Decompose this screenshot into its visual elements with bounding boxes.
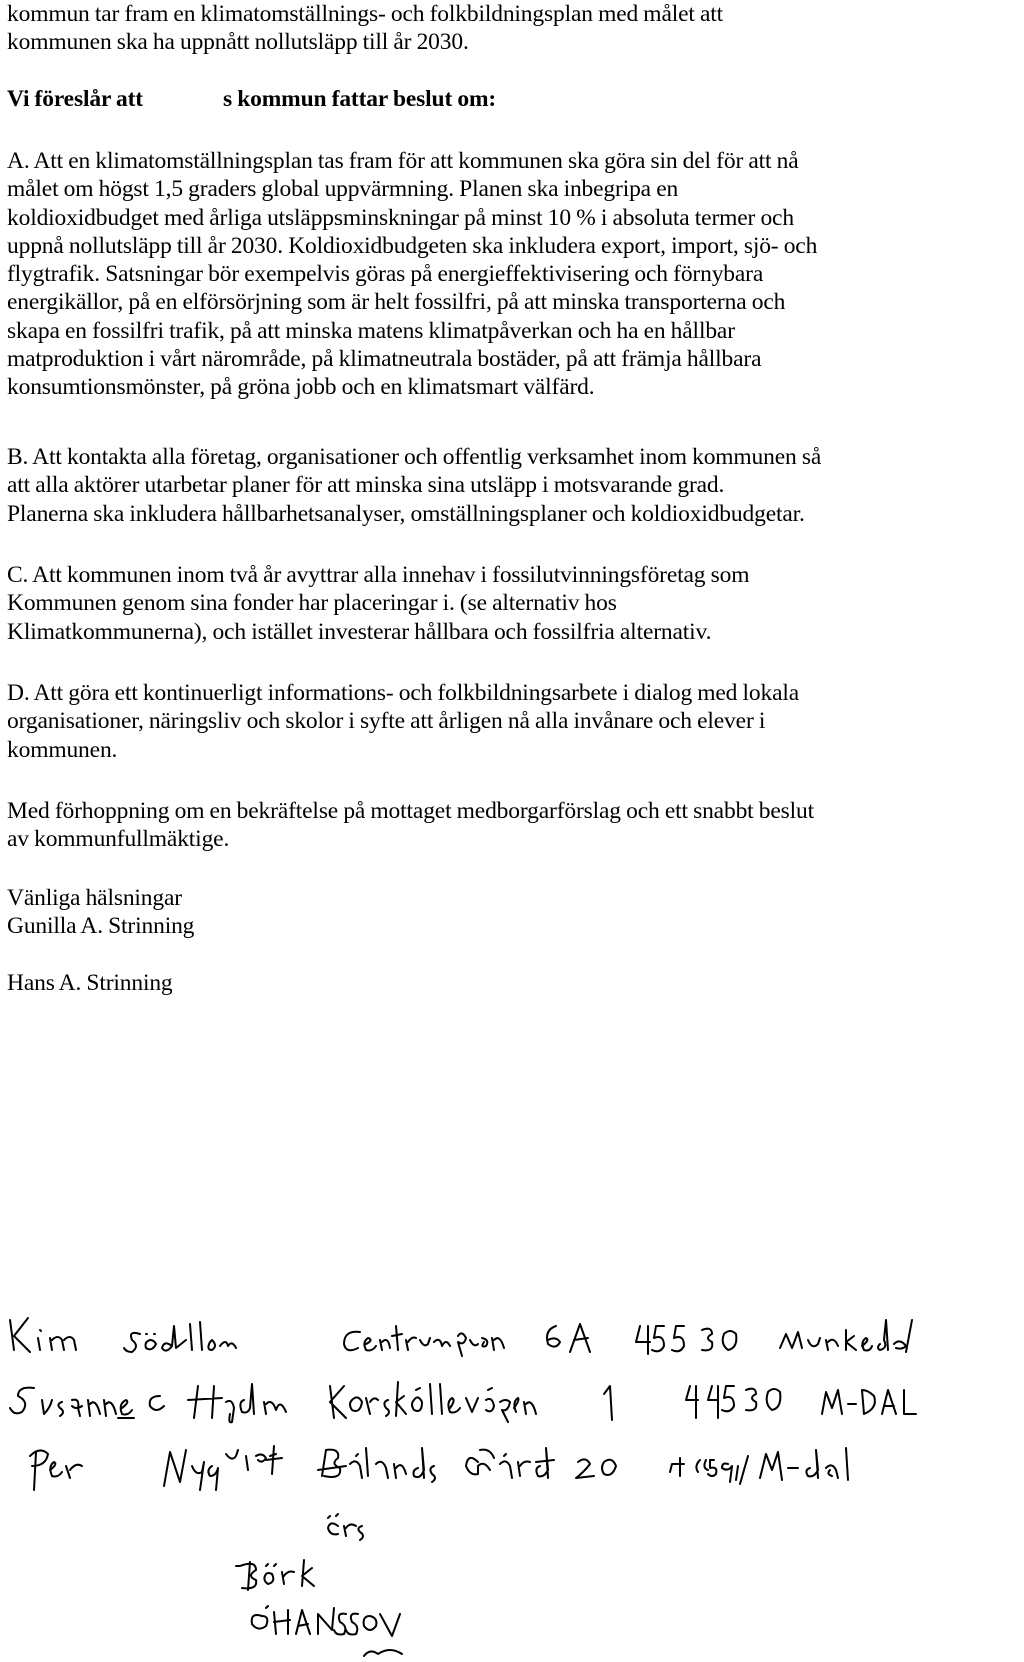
proposal-heading-before: Vi föreslår att xyxy=(7,86,143,112)
point-line: kommunen. xyxy=(7,736,118,763)
handwriting-image xyxy=(0,1290,1024,1662)
point-line: koldioxidbudget med årliga utsläppsminskningar på minst 10 % i absoluta termer och xyxy=(7,204,794,231)
point-a-paragraph xyxy=(7,147,1007,402)
intro-line: kommun tar fram en klimatomställnings- och folkbildningsplan med målet att xyxy=(7,1,724,27)
proposal-heading-after: s kommun fattar beslut om: xyxy=(222,86,497,112)
point-d-paragraph xyxy=(7,679,1007,764)
signoff-block xyxy=(7,884,1007,941)
signature-line-5 xyxy=(252,1606,402,1656)
point-line: Kommunen genom sina fonder har placeringar i. (se alternativ hos xyxy=(7,590,617,617)
point-line: energikällor, på en elförsörjning som är helt fossilfri, på att minska transporterna och xyxy=(7,289,786,316)
point-b-paragraph xyxy=(7,443,1007,528)
point-line: uppnå nollutsläpp till år 2030. Koldioxidbudgeten ska inkludera export, import, sjö- och xyxy=(7,232,818,259)
greeting: Vänliga hälsningar xyxy=(7,885,182,911)
handwritten-signatures xyxy=(0,1290,1024,1662)
point-line: konsumtionsmönster, på gröna jobb och en klimatsmart välfärd. xyxy=(7,374,595,401)
closing-paragraph xyxy=(7,797,1007,854)
point-line: Planerna ska inkludera hållbarhetsanalyser, omställningsplaner och koldioxidbudgetar. xyxy=(7,500,805,527)
point-line: C. Att kommunen inom två år avyttrar alla innehav i fossilutvinningsföretag som xyxy=(7,562,750,588)
signoff-block-2 xyxy=(7,969,1007,997)
closing-line: Med förhoppning om en bekräftelse på mottaget medborgarförslag och ett snabbt beslut xyxy=(7,798,815,824)
intro-line: kommunen ska ha uppnått nollutsläpp till år 2030. xyxy=(7,29,469,56)
point-line: A. Att en klimatomställningsplan tas fram för att kommunen ska göra sin del för att nå xyxy=(7,148,799,174)
intro-paragraph xyxy=(7,0,1007,57)
point-line: Klimatkommunerna), och istället investerar hållbara och fossilfria alternativ. xyxy=(7,618,712,645)
point-line: organisationer, näringsliv och skolor i syfte att årligen nå alla invånare och elever i xyxy=(7,708,766,735)
signature-line-2 xyxy=(10,1382,916,1422)
point-line: D. Att göra ett kontinuerligt informations- och folkbildningsarbete i dialog med lokala xyxy=(7,680,800,706)
signer-name: Gunilla A. Strinning xyxy=(7,913,195,940)
point-c-paragraph xyxy=(7,561,1007,646)
signature-line-1 xyxy=(10,1318,912,1356)
proposal-heading xyxy=(7,85,1007,113)
signature-line-3 xyxy=(30,1446,848,1490)
closing-line: av kommunfullmäktige. xyxy=(7,826,230,853)
point-line: matproduktion i vårt närområde, på klimatneutrala bostäder, på att främja hållbara xyxy=(7,346,762,373)
point-line: skapa en fossilfri trafik, på att minska matens klimatpåverkan och ha en hållbar xyxy=(7,317,735,344)
signature-line-4 xyxy=(236,1514,363,1590)
point-line: att alla aktörer utarbetar planer för att minska sina utsläpp i motsvarande grad. xyxy=(7,472,725,499)
point-line: flygtrafik. Satsningar bör exempelvis göras på energieffektivisering och förnybara xyxy=(7,261,764,288)
point-line: målet om högst 1,5 graders global uppvärmning. Planen ska inbegripa en xyxy=(7,176,679,203)
point-line: B. Att kontakta alla företag, organisationer och offentlig verksamhet inom kommunen så xyxy=(7,444,822,470)
signer-name: Hans A. Strinning xyxy=(7,970,173,996)
